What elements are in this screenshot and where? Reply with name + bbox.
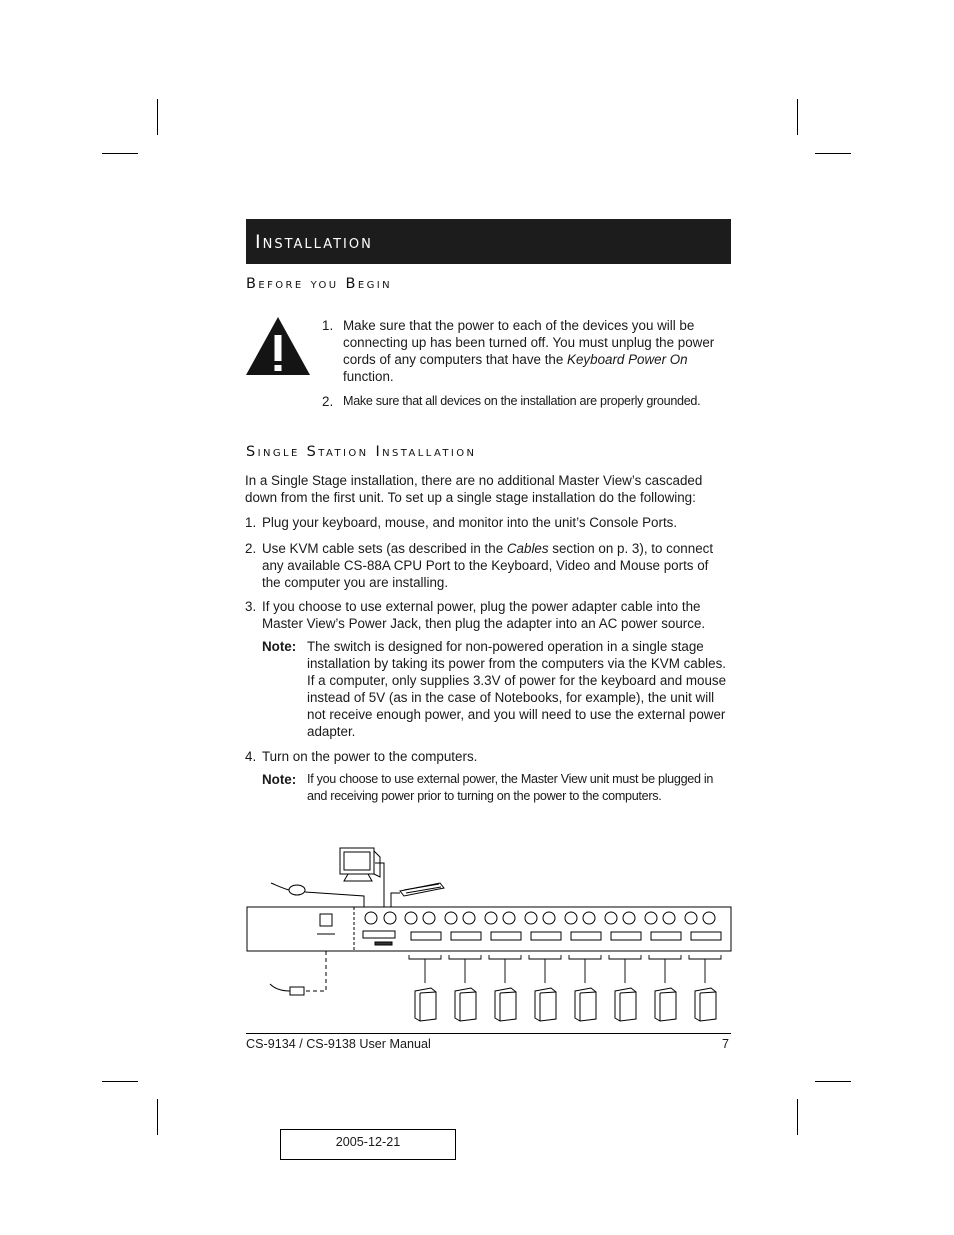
crop-mark [102,1081,138,1082]
keyboard-icon [400,883,444,896]
footer-rule [246,1033,731,1034]
note-2-text: If you choose to use external power, the Master View unit must be plugged in and receiving power prior to turning on the power to the computers. [307,772,714,803]
step-1-text: Plug your keyboard, mouse, and monitor into the unit’s Console Ports. [262,515,678,530]
crop-mark [797,99,798,135]
warning-item-2: Make sure that all devices on the installation are properly grounded. [343,394,701,408]
note-label: Note: [262,772,297,787]
date-stamp: 2005-12-21 [280,1129,456,1160]
chapter-title-bar [246,219,731,264]
crop-mark [157,99,158,135]
step-number: 2. [245,541,257,556]
warning-item-1: Make sure that the power to each of the devices you will be connecting up has been turned off. You must unplug the power cords of any computers that have the Keyboard Power On function. [343,318,715,384]
warning-item-number: 1. [322,318,334,333]
step-2-text: Use KVM cable sets (as described in the Cables section on p. 3), to connect any available CS-88A CPU Port to the Keyboard, Video and Mouse ports of the computer you are installing. [262,541,714,590]
note-1-text: The switch is designed for non-powered operation in a single stage installation by taking its power from the computers via the KVM cables. If a computer, only supplies 3.3V of power for the keyboard and mouse instead of 5V (as in the case of Notebooks, for example), the unit will not receive enough power, and you will need to use the external power adapter. [307,639,727,739]
step-number: 3. [245,599,257,614]
crop-mark [102,153,138,154]
warning-icon [245,316,311,376]
step-number: 4. [245,749,257,764]
crop-mark [797,1099,798,1135]
crop-mark [815,153,851,154]
footer-manual-title: CS-9134 / CS-9138 User Manual [246,1037,431,1051]
page-number: 7 [722,1037,730,1051]
step-number: 1. [245,515,257,530]
step-4-text: Turn on the power to the computers. [262,749,478,764]
before-you-begin-heading: Before you Begin [246,276,392,292]
computer-tower-icon [415,988,436,1021]
crop-mark [157,1099,158,1135]
installation-diagram [244,843,734,1023]
monitor-icon [340,848,380,881]
warning-item-number: 2. [322,394,334,409]
mouse-icon [271,883,305,895]
intro-paragraph: In a Single Stage installation, there are no additional Master View’s cascaded down from the first unit. To set up a single stage installation do the following: [245,473,703,505]
page-title: Installation [255,231,373,253]
step-3-text: If you choose to use external power, plug the power adapter cable into the Master View’s Power Jack, then plug the adapter into an AC power source. [262,599,706,631]
crop-mark [815,1081,851,1082]
single-station-heading: Single Station Installation [246,444,477,460]
note-label: Note: [262,639,297,654]
